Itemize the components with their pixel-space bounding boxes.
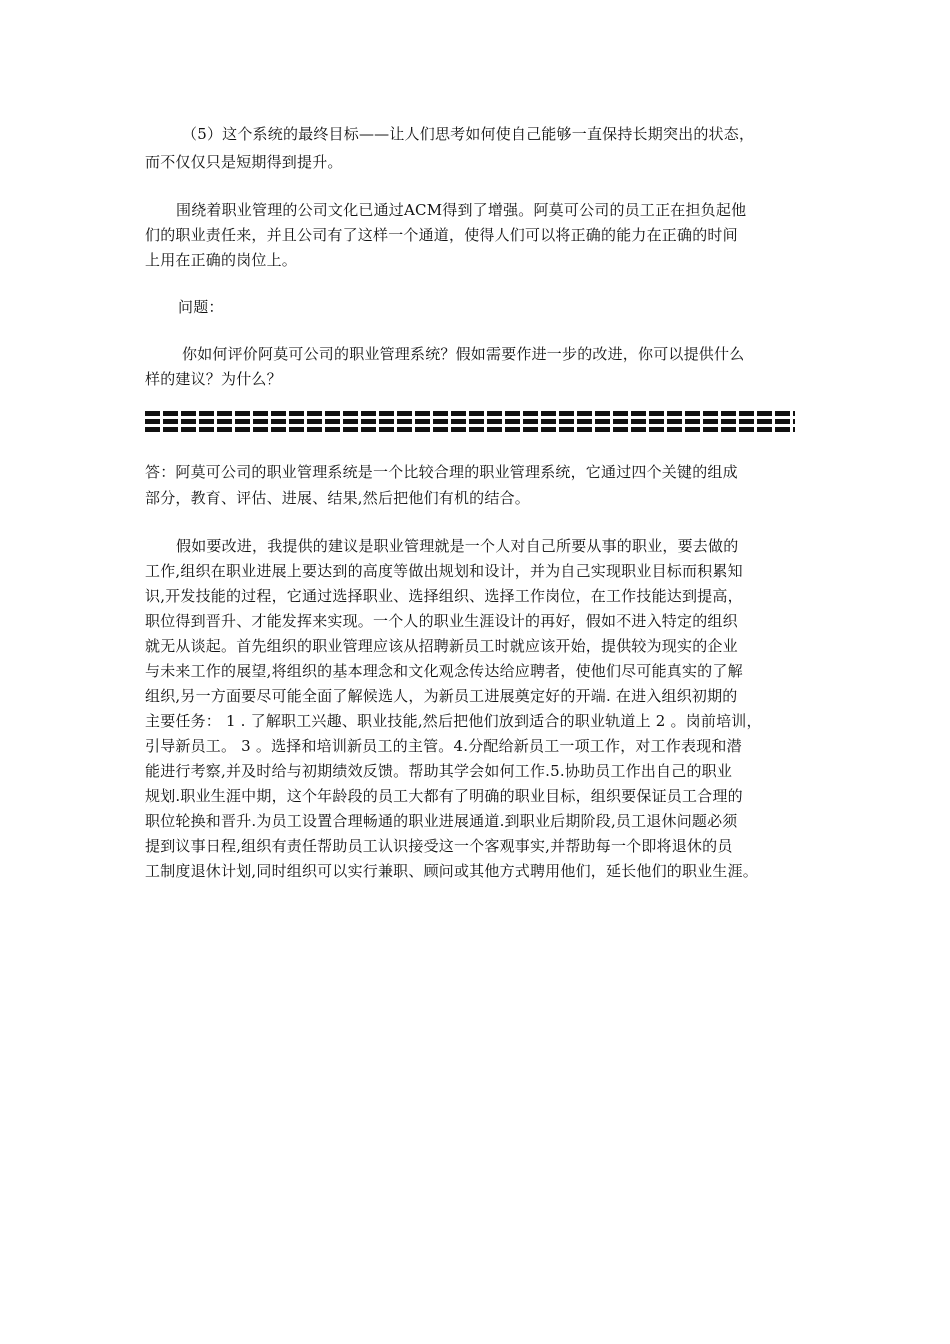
answer-line: 就无从谈起。首先组织的职业管理应该从招聘新员工时就应该开始，提供较为现实的企业: [145, 637, 738, 655]
answer-line: 部分，教育、评估、进展、结果,然后把他们有机的结合。: [145, 489, 530, 507]
answer-line: 职位得到晋升、才能发挥来实现。一个人的职业生涯设计的再好，假如不进入特定的组织: [145, 612, 738, 630]
answer-line: 规划.职业生涯中期，这个年龄段的员工大都有了明确的职业目标，组织要保证员工合理的: [145, 787, 743, 805]
answer-line: 与未来工作的展望,将组织的基本理念和文化观念传达给应聘者，使他们尽可能真实的了解: [145, 662, 743, 680]
answer-line: 职位轮换和晋升.为员工设置合理畅通的职业进展通道.到职业后期阶段,员工退休问题必须: [145, 812, 738, 830]
answer-line: 组织,另一方面要尽可能全面了解候选人，为新员工进展奠定好的开端. 在进入组织初期的: [145, 687, 738, 705]
answer-line: 假如要改进，我提供的建议是职业管理就是一个人对自己所要从事的职业，要去做的: [176, 537, 739, 555]
paragraph-line: 而不仅仅只是短期得到提升。: [145, 153, 343, 171]
answer-line: 工作,组织在职业进展上要达到的高度等做出规划和设计，并为自己实现职业目标而积累知: [145, 562, 743, 580]
question-line: 样的建议？为什么？: [145, 370, 282, 388]
question-line: 你如何评价阿莫可公司的职业管理系统？假如需要作进一步的改进，你可以提供什么: [182, 345, 745, 363]
paragraph-line: 们的职业责任来，并且公司有了这样一个通道，使得人们可以将正确的能力在正确的时间: [145, 226, 738, 244]
answer-line: 答：阿莫可公司的职业管理系统是一个比较合理的职业管理系统，它通过四个关键的组成: [145, 463, 738, 481]
double-rule-divider: [145, 411, 795, 437]
answer-line: 能进行考察,并及时给与初期绩效反馈。帮助其学会如何工作.5.协助员工作出自己的职业: [145, 762, 733, 780]
question-heading: 问题：: [178, 298, 224, 316]
answer-line: 引导新员工。 3 。选择和培训新员工的主管。4.分配给新员工一项工作，对工作表现和潜: [145, 737, 742, 755]
paragraph-line: 上用在正确的岗位上。: [145, 251, 298, 269]
answer-line: 识,开发技能的过程，它通过选择职业、选择组织、选择工作岗位，在工作技能达到提高，: [145, 587, 743, 605]
answer-line: 主要任务： 1 . 了解职工兴趣、职业技能,然后把他们放到适合的职业轨道上 2 。岗前培训，: [145, 712, 762, 730]
answer-line: 提到议事日程,组织有责任帮助员工认识接受这一个客观事实,并帮助每一个即将退休的员: [145, 837, 733, 855]
answer-line: 工制度退休计划,同时组织可以实行兼职、顾问或其他方式聘用他们，延长他们的职业生涯。: [145, 862, 758, 880]
paragraph-line: 围绕着职业管理的公司文化已通过ACM得到了增强。阿莫可公司的员工正在担负起他: [176, 201, 747, 219]
paragraph-line: （5）这个系统的最终目标——让人们思考如何使自己能够一直保持长期突出的状态，: [182, 125, 755, 143]
